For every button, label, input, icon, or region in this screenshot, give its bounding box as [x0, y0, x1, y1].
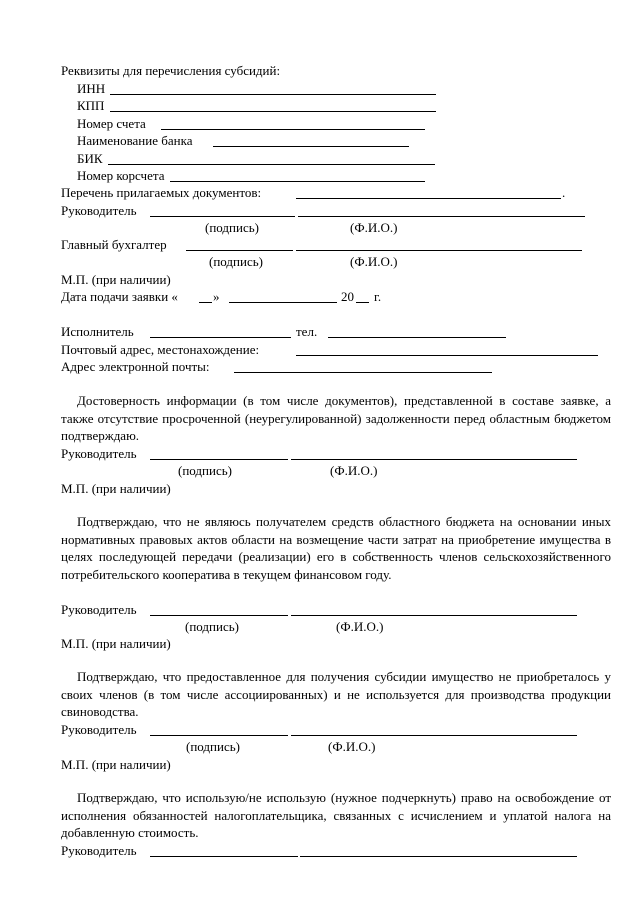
- bank-label: Наименование банка: [77, 133, 193, 148]
- kpp-field[interactable]: [110, 111, 436, 112]
- inn-label: ИНН: [77, 81, 106, 96]
- email-field[interactable]: [234, 372, 492, 373]
- head-fio-field[interactable]: [291, 615, 577, 616]
- head-signature-field[interactable]: [150, 216, 295, 217]
- date-month-field[interactable]: [229, 302, 337, 303]
- head-fio-field[interactable]: [291, 735, 577, 736]
- head-signature-field[interactable]: [150, 615, 288, 616]
- fio-caption: (Ф.И.О.): [330, 463, 378, 478]
- head-fio-field[interactable]: [298, 216, 585, 217]
- attachments-label: Перечень прилагаемых документов:: [61, 185, 262, 200]
- kpp-label: КПП: [77, 98, 105, 113]
- signature-caption: (подпись): [205, 220, 259, 235]
- head-fio-field[interactable]: [300, 856, 577, 857]
- address-field[interactable]: [296, 355, 598, 356]
- head-label: Руководитель: [61, 446, 137, 461]
- head-label: Руководитель: [61, 203, 137, 218]
- head-fio-field[interactable]: [291, 459, 577, 460]
- signature-caption: (подпись): [186, 739, 240, 754]
- fio-caption: (Ф.И.О.): [328, 739, 376, 754]
- accountant-signature-field[interactable]: [186, 250, 293, 251]
- corr-account-field[interactable]: [170, 181, 425, 182]
- account-label: Номер счета: [77, 116, 146, 131]
- head-label: Руководитель: [61, 843, 137, 858]
- fio-caption: (Ф.И.О.): [350, 254, 398, 269]
- executor-field[interactable]: [150, 337, 291, 338]
- date-year: 20: [341, 289, 354, 304]
- bik-label: БИК: [77, 151, 103, 166]
- vat-confirmation: Подтверждаю, что использую/не использую (нужное подчеркнуть) право на освобождение от исполнения обязанностей налогоплательщика, связанных с исчислением и уплатой налога на добавленную стоимость.: [61, 790, 611, 840]
- date-year-field[interactable]: [356, 302, 369, 303]
- inn-field[interactable]: [110, 94, 436, 95]
- requisites-title: Реквизиты для перечисления субсидий:: [61, 63, 281, 78]
- reliability-confirmation: Достоверность информации (в том числе документов), представленной в составе заявке, а также отсутствие просроченной (неурегулированной) задолженности перед областным бюджетом подтверждаю.: [61, 393, 611, 443]
- stamp-label: М.П. (при наличии): [61, 481, 171, 496]
- accountant-fio-field[interactable]: [296, 250, 582, 251]
- address-label: Почтовый адрес, местонахождение:: [61, 342, 260, 357]
- email-label: Адрес электронной почты:: [61, 359, 210, 374]
- stamp-label: М.П. (при наличии): [61, 636, 171, 651]
- head-signature-field[interactable]: [150, 735, 288, 736]
- fio-caption: (Ф.И.О.): [350, 220, 398, 235]
- head-label: Руководитель: [61, 722, 137, 737]
- head-signature-field[interactable]: [150, 459, 288, 460]
- not-acquired-confirmation: Подтверждаю, что предоставленное для получения субсидии имущество не приобреталось у своих членов (в том числе ассоциированных) и не используется для производства продукции свиноводства.: [61, 669, 611, 719]
- attachments-field[interactable]: [296, 198, 561, 199]
- date-suffix: г.: [374, 289, 382, 304]
- phone-label: тел.: [296, 324, 318, 339]
- head-label: Руководитель: [61, 602, 137, 617]
- date-mid: »: [213, 289, 220, 304]
- stamp-label: М.П. (при наличии): [61, 272, 171, 287]
- stamp-label: М.П. (при наличии): [61, 757, 171, 772]
- head-signature-field[interactable]: [150, 856, 298, 857]
- signature-caption: (подпись): [185, 619, 239, 634]
- bank-field[interactable]: [213, 146, 409, 147]
- date-prefix: Дата подачи заявки «: [61, 289, 178, 304]
- corr-account-label: Номер корсчета: [77, 168, 165, 183]
- bik-field[interactable]: [108, 164, 435, 165]
- phone-field[interactable]: [328, 337, 506, 338]
- fio-caption: (Ф.И.О.): [336, 619, 384, 634]
- account-field[interactable]: [161, 129, 425, 130]
- attachments-dot: .: [562, 185, 566, 200]
- date-day-field[interactable]: [199, 302, 212, 303]
- not-recipient-confirmation: Подтверждаю, что не являюсь получателем средств областного бюджета на основании иных нормативных правовых актов области на возмещение части затрат на приобретение имущества в целях последующей передачи (реализации) его в собственность членов сельскохозяйственного потребительского кооператива в текущем финансовом году.: [61, 514, 611, 582]
- signature-caption: (подпись): [178, 463, 232, 478]
- accountant-label: Главный бухгалтер: [61, 237, 167, 252]
- executor-label: Исполнитель: [61, 324, 134, 339]
- signature-caption: (подпись): [209, 254, 263, 269]
